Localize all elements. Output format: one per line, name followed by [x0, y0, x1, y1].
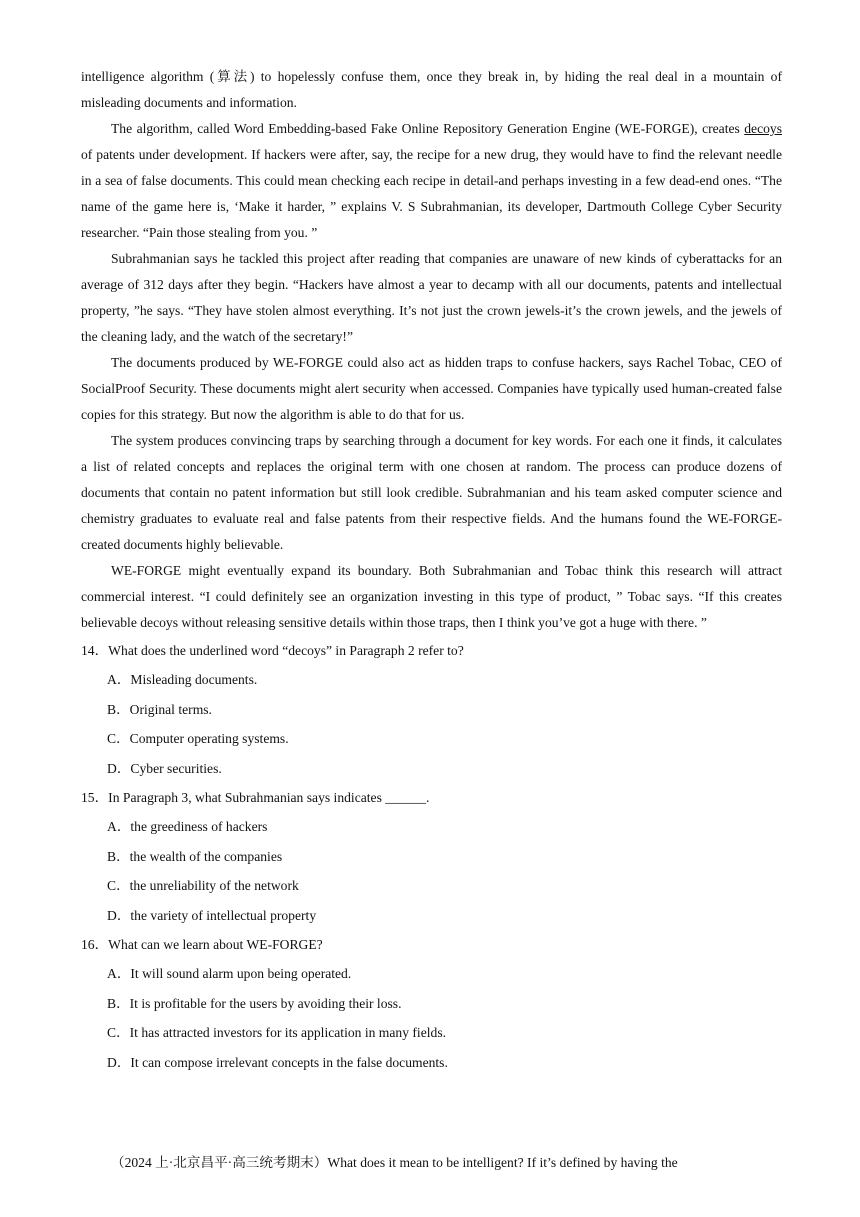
paragraph-3: Subrahmanian says he tackled this project after reading that companies are unaware of new kinds of cyberattacks for an average of 312 days after they begin. “Hackers have almost a year to decamp with all our documents, patents and intellectual property, ”he says. “They have stolen almost everything. It’s not just the crown jewels-it’s the crown jewels, and the jewels of the cleaning lady, and the watch of the secretary!”	[81, 251, 782, 344]
paragraph-2-rest: of patents under development. If hackers were after, say, the recipe for a new drug, they would have to find the relevant needle in a sea of false documents. This could mean checking each recipe in detail-and perhaps investing in a few dead-end ones. “The name of the game here is, ‘Make it harder, ” explains V. S Subrahmanian, its developer, Dartmouth College Cyber Security researcher. “Pain those stealing from you. ”	[81, 147, 782, 240]
question-stem: 15．In Paragraph 3, what Subrahmanian says indicates ______.	[81, 790, 430, 806]
document-page	[81, 64, 782, 1077]
option-c: C．Computer operating systems.	[107, 731, 289, 747]
paragraph-2	[81, 116, 782, 246]
option-d: D．It can compose irrelevant concepts in the false documents.	[107, 1054, 448, 1070]
option-a: A．the greediness of hackers	[107, 819, 268, 835]
option-c: C．the unreliability of the network	[107, 878, 299, 894]
question-16	[81, 930, 782, 1077]
paragraph-4: The documents produced by WE-FORGE could also act as hidden traps to confuse hackers, says Rachel Tobac, CEO of SocialProof Security. These documents might alert security when accessed. Companies have typically used human-created false copies for this strategy. But now the algorithm is able to do that for us.	[81, 355, 782, 422]
question-15	[81, 783, 782, 930]
option-d: D．Cyber securities.	[107, 760, 222, 776]
option-a: A．Misleading documents.	[107, 672, 258, 688]
option-c: C．It has attracted investors for its application in many fields.	[107, 1025, 447, 1041]
paragraph-2-start: The algorithm, called Word Embedding-based Fake Online Repository Generation Engine (WE-FORGE), creates	[111, 121, 745, 136]
next-passage-intro: （2024 上·北京昌平·高三统考期末）What does it mean to be intelligent? If it’s defined by having the	[111, 1154, 678, 1170]
paragraph-5: The system produces convincing traps by searching through a document for key words. For each one it finds, it calculates a list of related concepts and replaces the original term with one chosen at random. The process can produce dozens of documents that contain no patent information but still look credible. Subrahmanian and his team asked computer science and chemistry graduates to evaluate real and false patents from their respective fields. And the humans found the WE-FORGE-created documents highly believable.	[81, 433, 782, 552]
paragraph-1: intelligence algorithm (算法) to hopelessly confuse them, once they break in, by hiding the real deal in a mountain of misleading documents and information.	[81, 69, 782, 110]
question-14	[81, 636, 782, 783]
option-b: B．Original terms.	[107, 701, 212, 717]
option-a: A．It will sound alarm upon being operated.	[107, 966, 352, 982]
paragraph-6: WE-FORGE might eventually expand its boundary. Both Subrahmanian and Tobac think this research will attract commercial interest. “I could definitely see an organization investing in this type of product, ” Tobac says. “If this creates believable decoys without releasing sensitive details within those traps, then I think you’ve got a huge with there. ”	[81, 563, 782, 630]
option-b: B．the wealth of the companies	[107, 848, 283, 864]
question-stem: 14．What does the underlined word “decoys” in Paragraph 2 refer to?	[81, 643, 464, 658]
option-b: B．It is profitable for the users by avoiding their loss.	[107, 995, 402, 1011]
underlined-word-decoys: decoys	[744, 121, 782, 136]
option-d: D．the variety of intellectual property	[107, 907, 317, 923]
question-stem: 16．What can we learn about WE-FORGE?	[81, 937, 323, 953]
